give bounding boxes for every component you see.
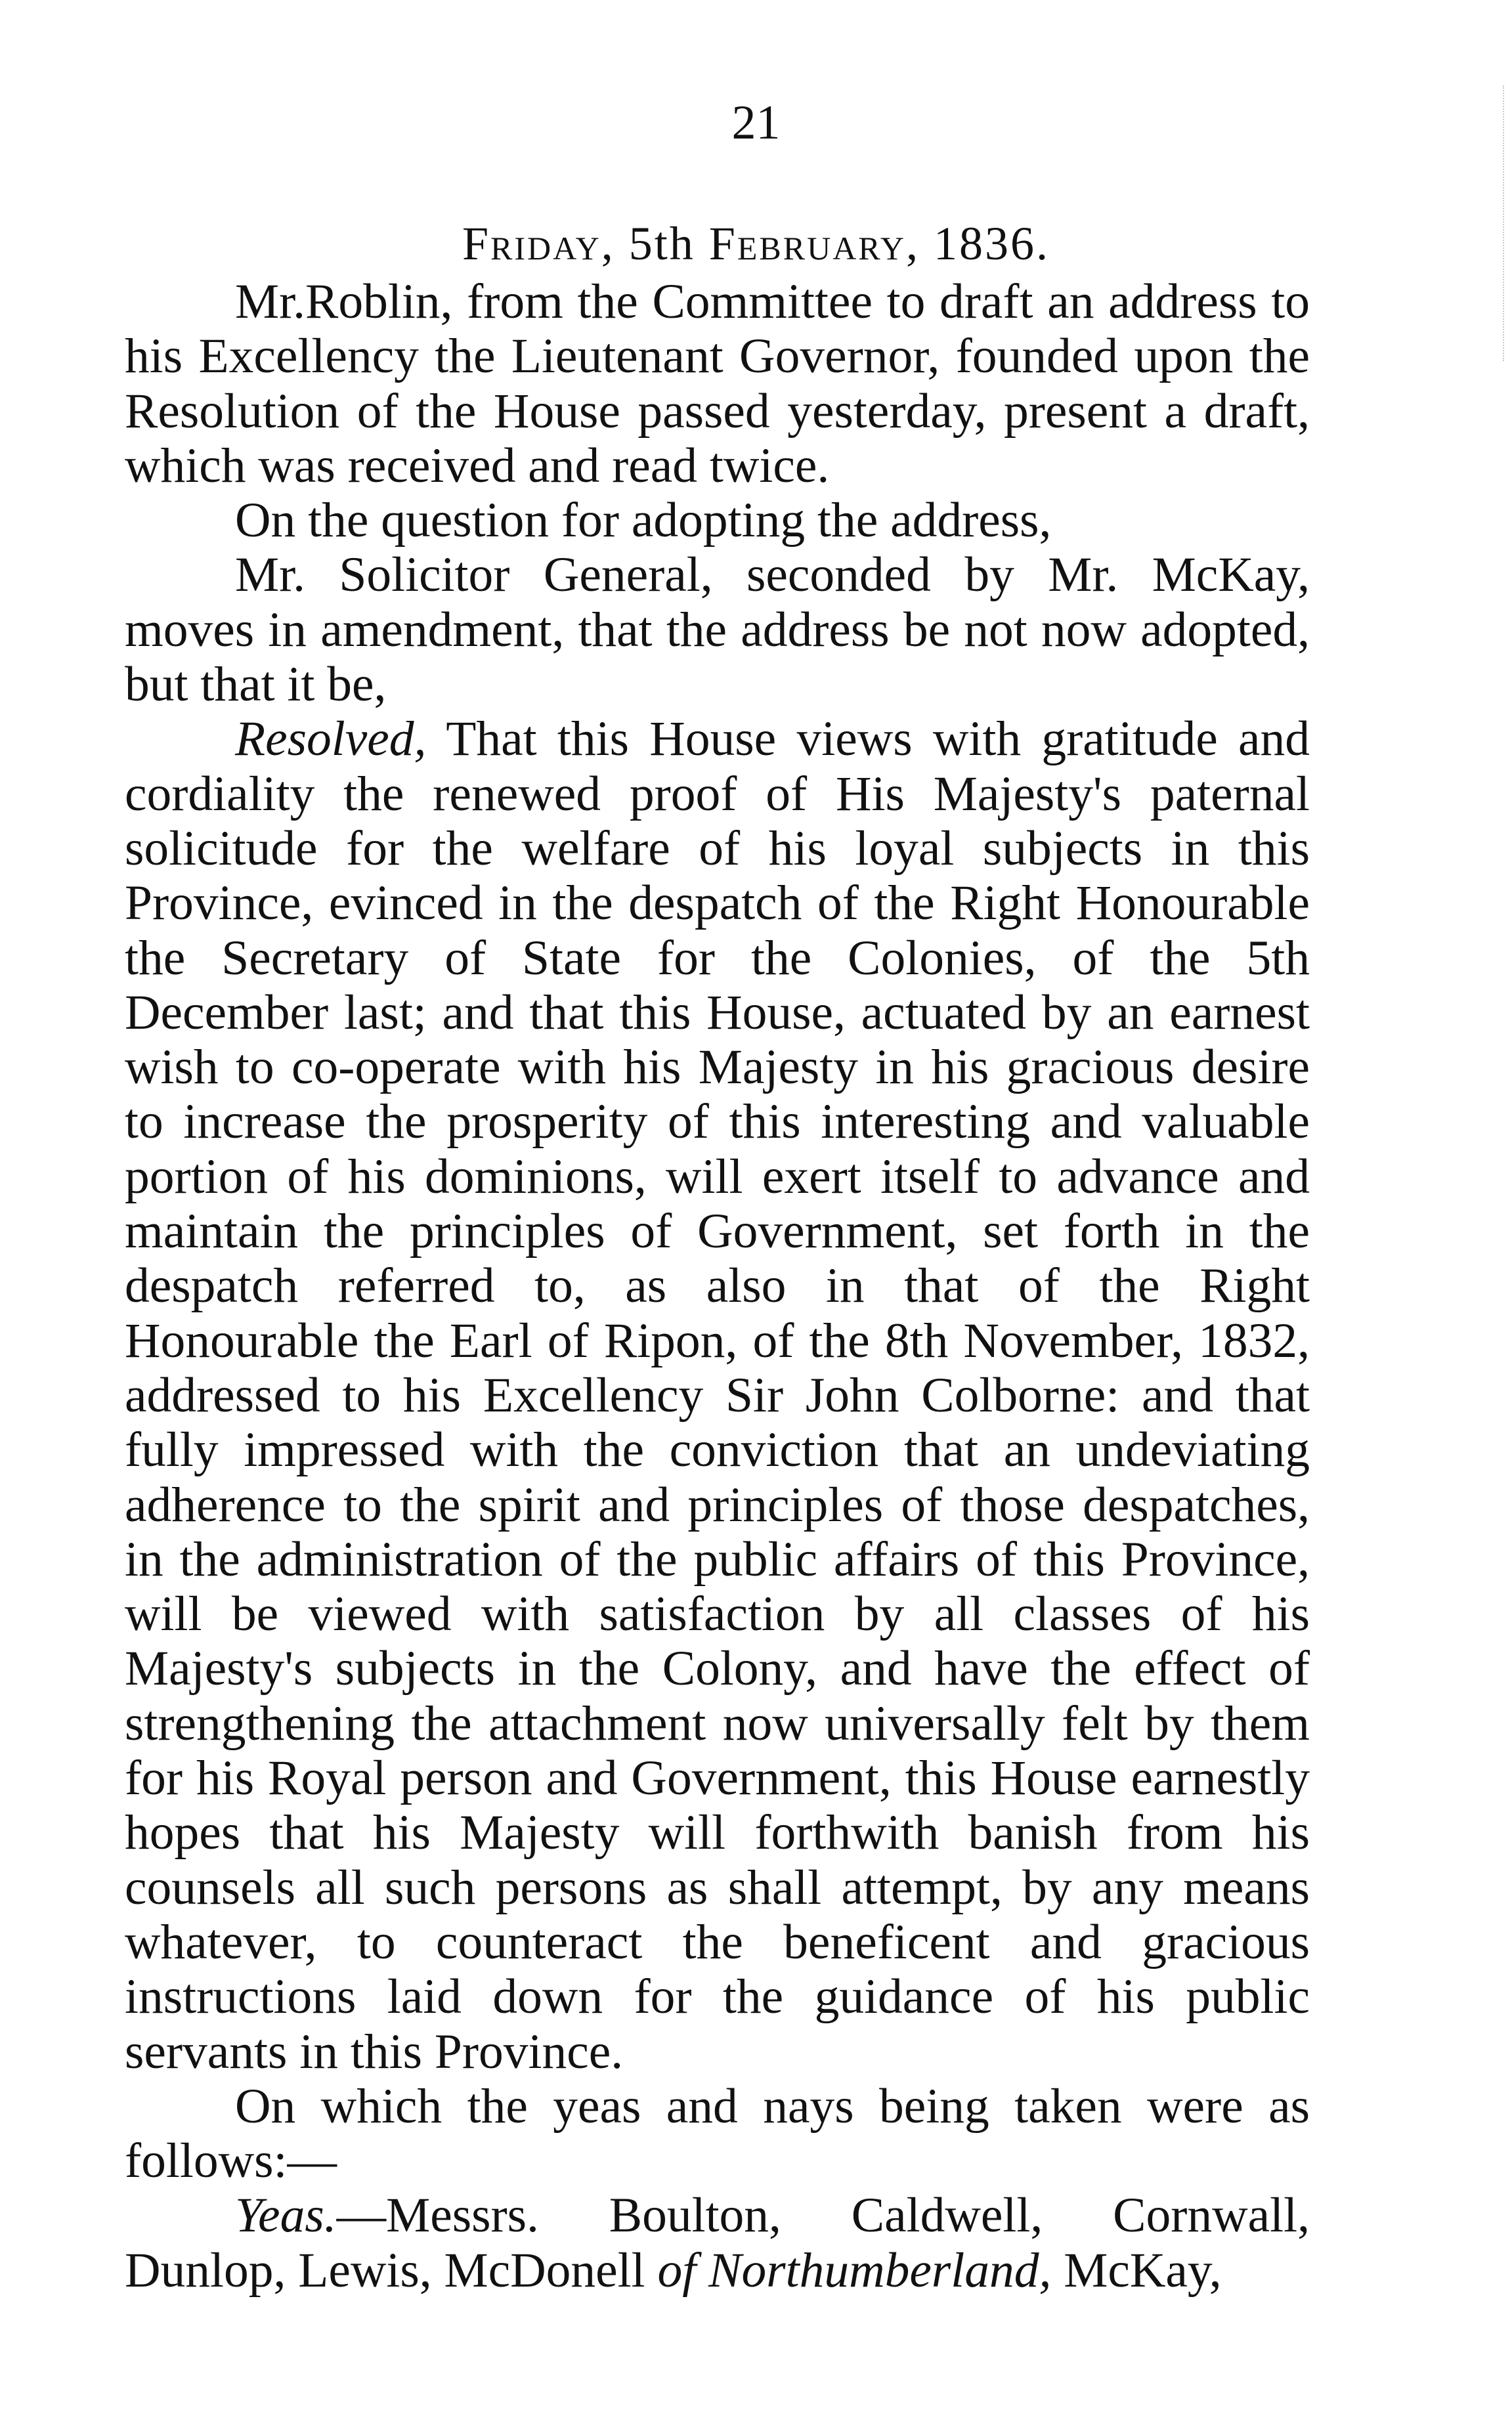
paragraph-committee-report: Mr.Roblin, from the Committee to draft an address to his Excellency the Lieutenant Governor, founded upon the Resolution of the House passed yesterday, present a draft, which was received and read twice. [125, 274, 1310, 493]
paragraph-yeas [125, 2188, 1310, 2298]
heading-day: Friday [462, 217, 601, 270]
resolution-text: That this House views with gratitude and cordiality the renewed proof of His Majesty's paternal solicitude for the welfare of his loyal subjects in this Province, evinced in the despatch of the Right Honourable the Secretary of State for the Colonies, of the 5th December last; and that this House, actuated by an earnest wish to co-operate with his Majesty in his gracious desire to increase the prosperity of this interesting and valuable portion of his dominions, will exert itself to advance and maintain the principles of Government, set forth in the despatch referred to, as also in that of the Right Honourable the Earl of Ripon, of the 8th November, 1832, addressed to his Excellency Sir John Colborne: and that fully impressed with the conviction that an undeviating adherence to the spirit and principles of those despatches, in the administration of the public affairs of this Province, will be viewed with satisfaction by all classes of his Majesty's subjects in the Colony, and have the effect of strengthening the attachment now universally felt by them for his Royal person and Government, this House earnestly hopes that his Majesty will forthwith banish from his counsels all such persons as shall attempt, by any means whatever, to counteract the beneficent and gracious instructions laid down for the guidance of his public servants in this Province. [125, 712, 1310, 2079]
body-text [125, 274, 1310, 2298]
heading-month: February [708, 217, 906, 270]
yeas-names-continued: McKay, [1051, 2243, 1222, 2298]
date-heading: Friday, 5th February, 1836. [462, 217, 1050, 270]
yeas-lead: Yeas. [235, 2188, 337, 2243]
heading-date: 5th [628, 217, 695, 270]
yeas-names: —Messrs. Boulton, Caldwell, Cornwall, Dunlop, Lewis, McDonell [125, 2188, 1310, 2298]
paragraph-question: On the question for adopting the address, [235, 493, 1052, 548]
resolution-lead: Resolved, [235, 712, 427, 767]
paragraph-resolution [125, 712, 1310, 2078]
yeas-italic: of Northumberland, [657, 2243, 1052, 2298]
page-number: 21 [731, 96, 781, 150]
heading-year: 1836. [934, 217, 1050, 270]
paragraph-amendment: Mr. Solicitor General, seconded by Mr. McKay, moves in amendment, that the address be not now adopted, but that it be, [125, 548, 1310, 712]
paragraph-vote-intro: On which the yeas and nays being taken were as follows:— [125, 2078, 1310, 2189]
